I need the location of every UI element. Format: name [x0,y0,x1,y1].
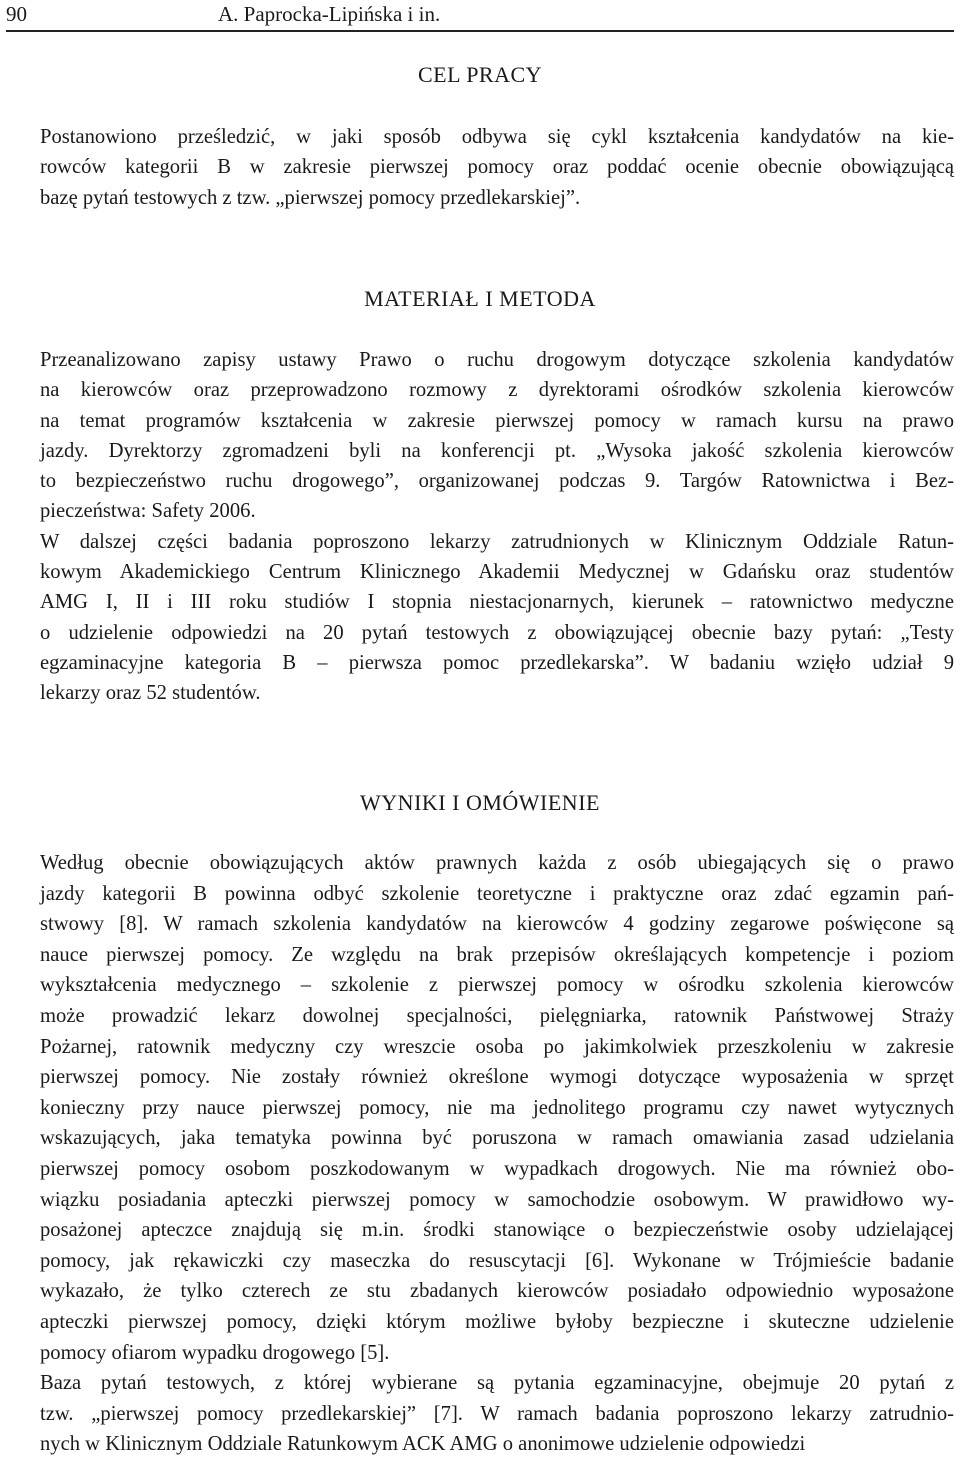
text-line: Według obecnie obowiązujących aktów prawnych każda z osób ubiegających się o prawo [40,852,954,874]
text-line: pieczeństwa: Safety 2006. [40,500,256,523]
text-line: kowym Akademickiego Centrum Klinicznego Akademii Medycznej w Gdańsku oraz studentów [40,561,954,584]
section-body-wyniki-i-omowienie [6,848,954,1460]
paragraph [6,848,954,1368]
running-title: A. Paprocka-Lipińska i in. [218,2,441,26]
text-line: rowców kategorii B w zakresie pierwszej pomocy oraz poddać ocenie obecnie obowiązującą [40,156,954,179]
text-line: Baza pytań testowych, z której wybierane są pytania egzaminacyjne, obejmuje 20 pytań z [40,1372,954,1395]
text-line: stwowy [8]. W ramach szkolenia kandydatów na kierowców 4 godziny zegarowe poświęcone są [40,913,954,936]
text-line: pierwszej pomocy osobom poszkodowanym w wypadkach drogowych. Nie ma również obo- [40,1157,954,1180]
section-heading-cel-pracy: CEL PRACY [417,62,543,87]
text-line: wykazało, że tylko czterech ze stu zbadanych kierowców posiadało odpowiednio wyposażone [40,1280,954,1303]
text-line: jazdy. Dyrektorzy zgromadzeni byli na konferencji pt. „Wysoka jakość szkolenia kierowców [40,439,954,462]
text-line: na temat programów kształcenia w zakresie pierwszej pomocy w ramach kursu na prawo [40,409,954,432]
text-line: to bezpieczeństwo ruchu drogowego”, organizowanej podczas 9. Targów Ratownictwa i Bez- [40,470,954,493]
section-heading-material-i-metoda: MATERIAŁ I METODA [364,286,596,311]
text-line: wykształcenia medycznego – szkolenie z pierwszej pomocy w ośrodku szkolenia kierowców [40,974,954,997]
text-line: może prowadzić lekarz dowolnej specjalności, pielęgniarka, ratownik Państwowej Straży [40,1004,954,1027]
text-line: tzw. „pierwszej pomocy przedlekarskiej” [7]. W ramach badania poproszono lekarzy zatrudnio- [40,1402,954,1425]
text-line: nauce pierwszej pomocy. Ze względu na brak przepisów określających kompetencje i poziom [40,943,954,966]
text-line: jazdy kategorii B powinna odbyć szkolenie teoretyczne i praktyczne oraz zdać egzamin pań- [40,882,954,905]
text-line: na kierowców oraz przeprowadzono rozmowy z dyrektorami ośrodków szkolenia kierowców [40,379,954,402]
page-number: 90 [6,2,27,26]
paragraph [6,1368,954,1460]
text-line: Postanowiono prześledzić, w jaki sposób odbywa się cykl kształcenia kandydatów na kie- [40,126,954,148]
text-line: bazę pytań testowych z tzw. „pierwszej pomocy przedlekarskiej”. [40,186,581,209]
text-line: wiązku posiadania apteczki pierwszej pomocy w samochodzie osobowym. W prawidłowo wy- [40,1188,954,1211]
paragraph [6,122,954,213]
text-line: pomocy, jak rękawiczki czy maseczka do resuscytacji [6]. Wykonane w Trójmieście badanie [40,1249,954,1272]
text-line: apteczki pierwszej pomocy, dzięki którym możliwe byłoby bezpieczne i skuteczne udzielenie [40,1310,954,1333]
text-line: pomocy ofiarom wypadku drogowego [5]. [40,1341,390,1364]
text-line: o udzielenie odpowiedzi na 20 pytań testowych z obowiązującej obecnie bazy pytań: „Testy [40,621,954,644]
text-line: AMG I, II i III roku studiów I stopnia niestacjonarnych, kierunek – ratownictwo medyczne [40,591,954,614]
paragraph [6,345,954,527]
text-line: posażonej apteczce znajdują się m.in. środki stanowiące o bezpieczeństwie osoby udzielającej [40,1219,954,1242]
text-line: wskazujących, jaka tematyka powinna być poruszona w ramach omawiania zasad udzielania [40,1127,954,1150]
text-line: nych w Klinicznym Oddziale Ratunkowym ACK AMG o anonimowe udzielenie odpowiedzi [40,1433,806,1456]
text-line: Przeanalizowano zapisy ustawy Prawo o ruchu drogowym dotyczące szkolenia kandydatów [40,349,954,371]
text-line: konieczny przy nauce pierwszej pomocy, nie ma jednolitego programu czy nawet wytycznych [40,1096,954,1119]
paragraph [6,527,954,709]
page-header [6,0,954,32]
text-line: egzaminacyjne kategoria B – pierwsza pomoc przedlekarska”. W badaniu wzięło udział 9 [40,651,954,674]
section-body-material-i-metoda [6,345,954,709]
section-heading-wyniki-i-omowienie: WYNIKI I OMÓWIENIE [360,790,600,815]
text-line: lekarzy oraz 52 studentów. [40,682,261,705]
text-line: Pożarnej, ratownik medyczny czy wreszcie osoba po jakimkolwiek przeszkoleniu w zakresie [40,1035,954,1058]
text-line: pierwszej pomocy. Nie zostały również określone wymogi dotyczące wyposażenia w sprzęt [40,1066,954,1089]
text-line: W dalszej części badania poproszono lekarzy zatrudnionych w Klinicznym Oddziale Ratun- [40,530,954,553]
section-body-cel-pracy [6,122,954,213]
